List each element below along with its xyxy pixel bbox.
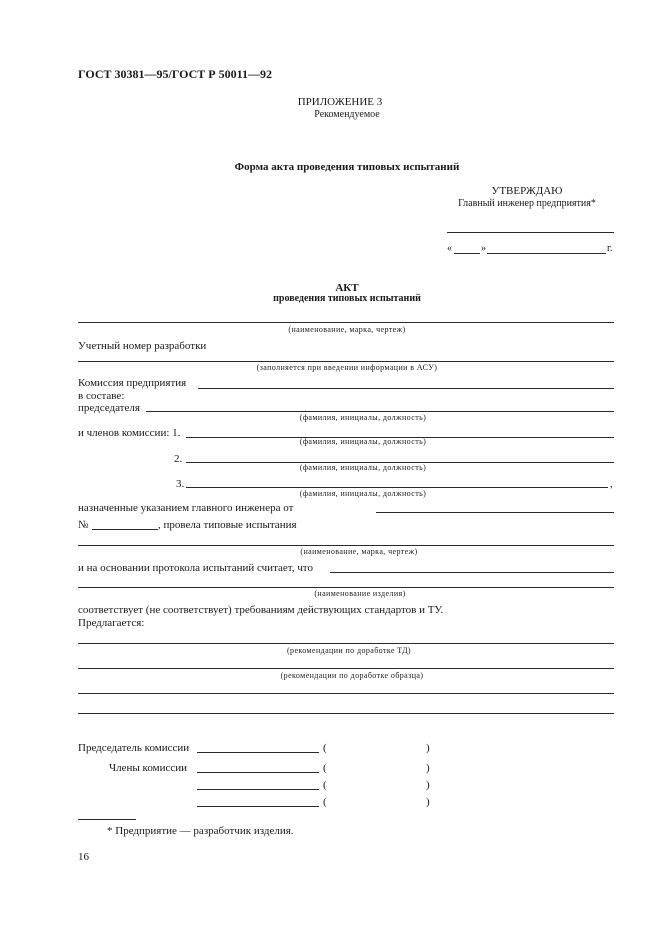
commission-label: Комиссия предприятия [78, 377, 187, 389]
chairman-line [146, 411, 614, 412]
chairman-sign-label: Председатель комиссии [78, 742, 190, 754]
appendix-title: ПРИЛОЖЕНИЕ 3 [297, 96, 383, 108]
appointed-label: назначенные указанием главного инженера от [78, 502, 294, 514]
date-day-line [454, 253, 480, 254]
member1-open-paren: ( [323, 762, 327, 774]
commission-line [198, 388, 614, 389]
act-subtitle: проведения типовых испытаний [273, 293, 421, 304]
protocol-label: и на основании протокола испытаний считает, что [78, 562, 313, 574]
date-open-quote: « [447, 243, 452, 254]
members-sign-label: Члены комиссии [109, 762, 188, 774]
tested-product-line [78, 545, 614, 546]
member3-sign-line [197, 806, 319, 807]
proposed-label: Предлагается: [78, 617, 145, 629]
caption-asu: (заполняется при введении информации в АСУ) [256, 363, 438, 372]
caption-name-mark: (наименование, марка, чертеж) [288, 325, 406, 334]
member2-sign-line [197, 789, 319, 790]
caption-fio-member1: (фамилия, инициалы, должность) [299, 437, 427, 446]
caption-rec-sample: (рекомендации по доработке образца) [280, 671, 424, 680]
chairman-open-paren: ( [323, 742, 327, 754]
account-number-label: Учетный номер разработки [78, 340, 207, 352]
form-title: Форма акта проведения типовых испытаний [234, 161, 460, 173]
caption-product-name: (наименование изделия) [314, 589, 406, 598]
chairman-close-paren: ) [426, 742, 430, 754]
rec-td-line [78, 643, 614, 644]
caption-fio-chairman: (фамилия, инициалы, должность) [299, 413, 427, 422]
protocol-line [330, 572, 614, 573]
appointed-date-line [376, 512, 614, 513]
appendix-subtitle: Рекомендуемое [314, 109, 380, 120]
member3-line [186, 487, 608, 488]
member3-number: 3. [176, 478, 185, 490]
date-month-line [487, 253, 606, 254]
footnote-rule [78, 819, 136, 820]
composition-label: в составе: [78, 390, 125, 402]
account-number-line [78, 361, 614, 362]
standard-header: ГОСТ 30381—95/ГОСТ Р 50011—92 [78, 67, 272, 81]
member3-open-paren: ( [323, 796, 327, 808]
member2-open-paren: ( [323, 779, 327, 791]
year-suffix: г. [607, 243, 613, 254]
caption-name-mark-2: (наименование, марка, чертеж) [300, 547, 418, 556]
rec-sample-line [78, 668, 614, 669]
approve-role: Главный инженер предприятия* [458, 198, 596, 209]
conducted-label: , провела типовые испытания [158, 519, 297, 531]
page-number: 16 [78, 851, 89, 863]
members-label: и членов комиссии: 1. [78, 427, 181, 439]
chairman-sign-line [197, 752, 319, 753]
caption-fio-member3: (фамилия, инициалы, должность) [299, 489, 427, 498]
product-name-line [78, 587, 614, 588]
chairman-label: председателя [78, 402, 140, 414]
approve-word: УТВЕРЖДАЮ [491, 185, 563, 197]
order-number-line [92, 529, 158, 530]
complies-text: соответствует (не соответствует) требованиям действующих стандартов и ТУ. [78, 604, 444, 616]
member3-close-paren: ) [426, 796, 430, 808]
number-sign: № [78, 519, 89, 531]
caption-fio-member2: (фамилия, инициалы, должность) [299, 463, 427, 472]
product-line [78, 322, 614, 323]
extra-line-1 [78, 693, 614, 694]
approver-signature-line [447, 232, 614, 233]
date-close-quote: » [481, 243, 486, 254]
member2-close-paren: ) [426, 779, 430, 791]
member3-comma: , [610, 478, 613, 490]
member2-number: 2. [174, 453, 183, 465]
member1-sign-line [197, 772, 319, 773]
footnote: * Предприятие — разработчик изделия. [107, 825, 294, 837]
member1-close-paren: ) [426, 762, 430, 774]
caption-rec-td: (рекомендации по доработке ТД) [286, 646, 412, 655]
act-title: АКТ [335, 282, 359, 294]
extra-line-2 [78, 713, 614, 714]
